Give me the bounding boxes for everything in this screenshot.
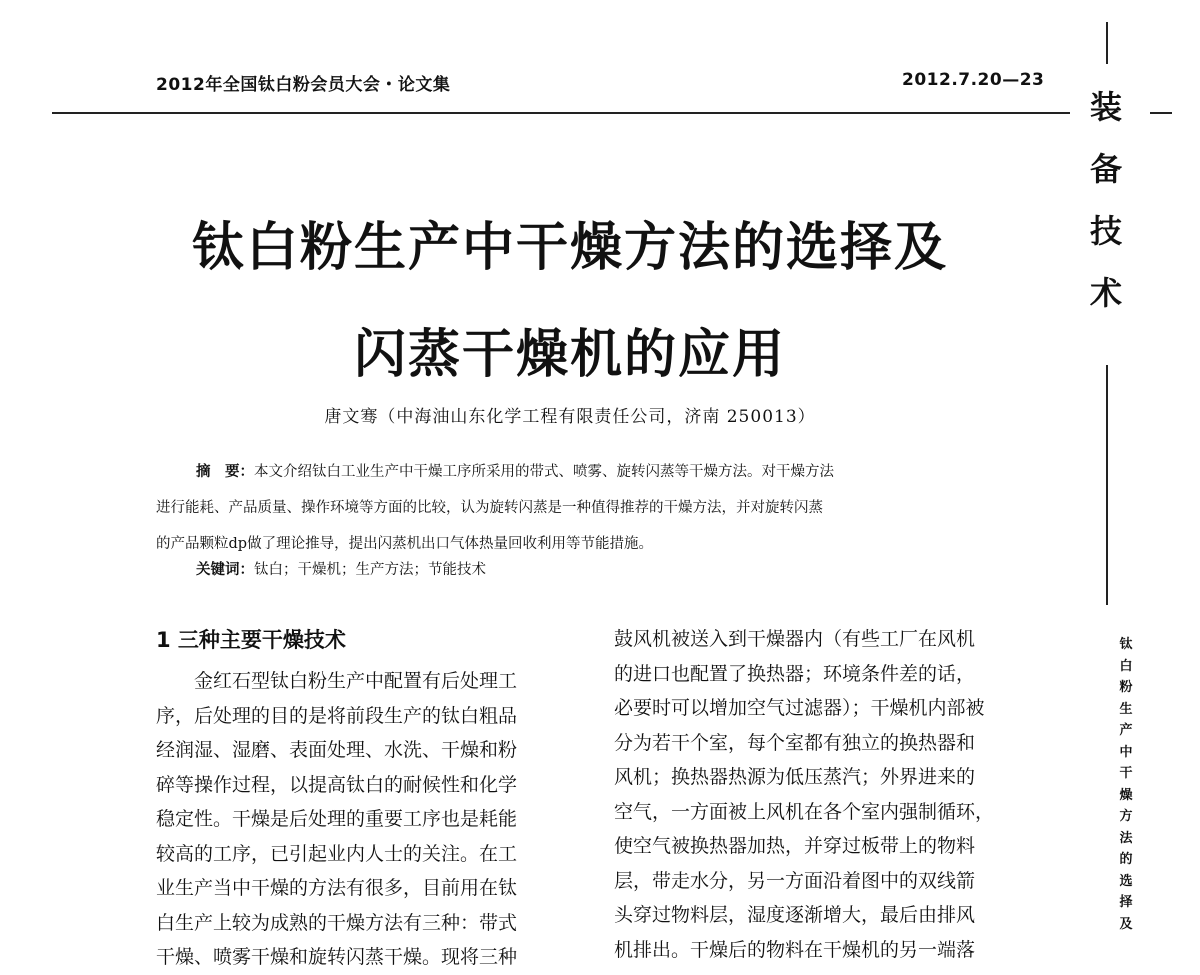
body-line: 使空气被换热器加热，并穿过板带上的物料 — [614, 835, 976, 857]
body-column-right — [614, 622, 1034, 967]
body-line: 鼓风机被送入到干燥器内（有些工厂在风机 — [614, 628, 976, 650]
abstract-line: 进行能耗、产品质量、操作环境等方面的比较，认为旋转闪蒸是一种值得推荐的干燥方法，并对旋转闪蒸 — [156, 500, 823, 516]
abstract-line: 的产品颗粒dp做了理论推导，提出闪蒸机出口气体热量回收利用等节能措施。 — [156, 536, 654, 552]
paper-title-line-2: 闪蒸干燥机的应用 — [353, 325, 786, 385]
body-line: 经润湿、湿磨、表面处理、水洗、干燥和粉 — [156, 739, 518, 761]
vertical-title-char: 白 — [1119, 658, 1133, 674]
keywords — [196, 558, 1036, 579]
body-line: 空气，一方面被上风机在各个室内强制循环， — [614, 800, 995, 823]
margin-rule-middle — [1106, 365, 1108, 605]
body-line: 业生产当中干燥的方法有很多，目前用在钛 — [156, 877, 518, 899]
vertical-title-char: 及 — [1119, 916, 1133, 932]
body-line: 分为若干个室，每个室都有独立的换热器和 — [614, 731, 976, 754]
body-line: 白生产上较为成熟的干燥方法有三种：带式 — [156, 911, 518, 934]
running-header-left: 2012年全国钛白粉会员大会・论文集 — [156, 75, 451, 95]
body-line: 必要时可以增加空气过滤器）；干燥机内部被 — [614, 697, 985, 719]
keywords-text: 钛白；干燥机；生产方法；节能技术 — [254, 562, 486, 578]
section-title-char: 术 — [1089, 274, 1122, 312]
body-line: 层，带走水分，另一方面沿着图中的双线箭 — [614, 869, 976, 892]
body-column-left — [156, 664, 568, 975]
vertical-title-char: 方 — [1119, 809, 1133, 824]
vertical-title-char: 干 — [1119, 766, 1133, 781]
body-line: 较高的工序，已引起业内人士的关注。在工 — [156, 842, 518, 865]
paper-title-line-1: 钛白粉生产中干燥方法的选择及 — [191, 218, 948, 278]
body-line: 头穿过物料层，湿度逐渐增大，最后由排风 — [614, 904, 976, 926]
section-title-char: 技 — [1089, 212, 1122, 250]
abstract — [156, 454, 1036, 562]
vertical-running-title — [1114, 634, 1138, 935]
body-line: 的进口也配置了换热器；环境条件差的话， — [614, 662, 976, 685]
body-line: 金红石型钛白粉生产中配置有后处理工 — [156, 670, 518, 692]
section-title-char: 装 — [1089, 88, 1122, 126]
abstract-label: 摘 要： — [196, 463, 254, 480]
section-column-title — [1086, 76, 1126, 324]
margin-rule-top — [1106, 22, 1108, 64]
author-affiliation: 唐文骞（中海油山东化学工程有限责任公司，济南 250013） — [324, 407, 816, 427]
body-line: 序，后处理的目的是将前段生产的钛白粗品 — [156, 704, 518, 727]
vertical-title-char: 法 — [1119, 830, 1133, 846]
vertical-title-char: 的 — [1119, 852, 1133, 867]
margin-dash — [1150, 112, 1172, 114]
vertical-title-char: 产 — [1119, 723, 1133, 738]
vertical-title-char: 择 — [1119, 895, 1133, 910]
vertical-title-char: 钛 — [1119, 637, 1133, 652]
vertical-title-char: 中 — [1119, 744, 1133, 760]
section-heading: 1 三种主要干燥技术 — [156, 628, 346, 652]
vertical-title-char: 燥 — [1119, 787, 1133, 803]
body-line: 碎等操作过程，以提高钛白的耐候性和化学 — [156, 773, 518, 796]
vertical-title-char: 选 — [1119, 873, 1133, 889]
section-title-char: 备 — [1089, 150, 1122, 188]
vertical-title-char: 粉 — [1119, 680, 1133, 695]
vertical-title-char: 生 — [1119, 701, 1133, 717]
header-divider — [52, 112, 1070, 114]
body-line: 风机；换热器热源为低压蒸汽；外界进来的 — [614, 766, 976, 788]
body-line: 机排出。干燥后的物料在干燥机的另一端落 — [614, 938, 976, 961]
body-line: 稳定性。干燥是后处理的重要工序也是耗能 — [156, 808, 518, 830]
running-header-date: 2012.7.20—23 — [902, 70, 1045, 90]
body-line: 干燥、喷雾干燥和旋转闪蒸干燥。现将三种 — [156, 946, 518, 968]
keywords-label: 关键词： — [196, 561, 254, 578]
abstract-line: 本文介绍钛白工业生产中干燥工序所采用的带式、喷雾、旋转闪蒸等干燥方法。对干燥方法 — [254, 464, 834, 480]
